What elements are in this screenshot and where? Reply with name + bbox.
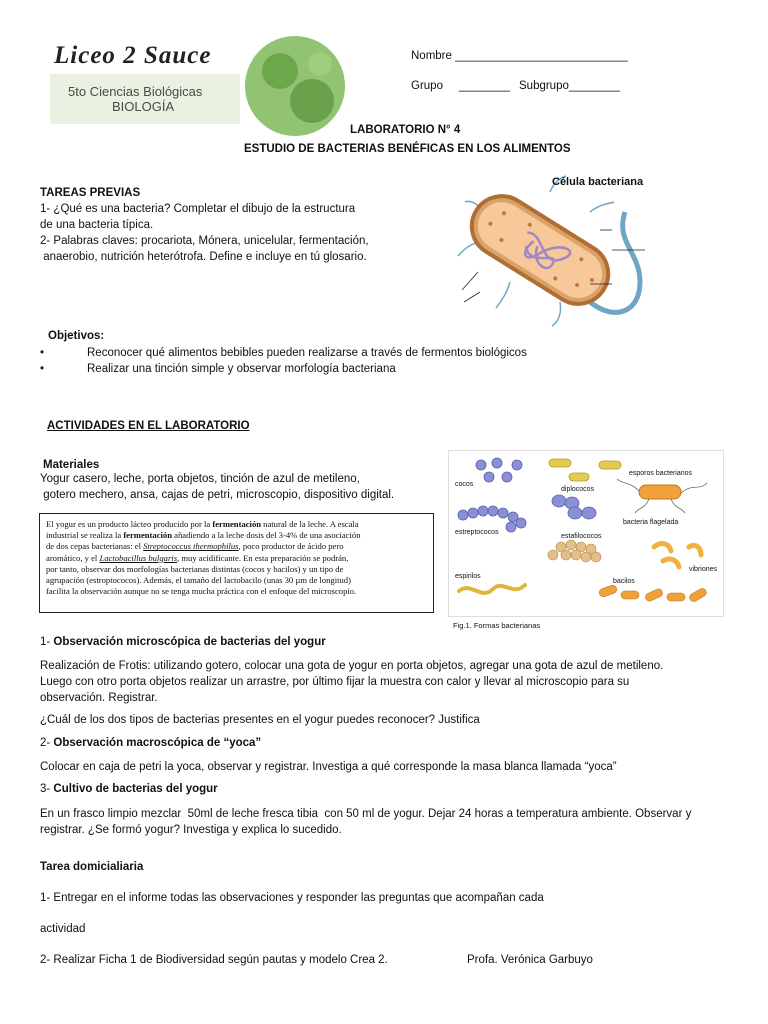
lab-title: ESTUDIO DE BACTERIAS BENÉFICAS EN LOS ALIMENTOS <box>244 143 571 155</box>
info-text: El yogur es un producto lácteo producido por la <box>46 519 213 529</box>
grupo-blank: ________ <box>459 80 511 92</box>
info-text: añadiendo a la leche dosis del 3-4% de una asociación <box>172 530 361 541</box>
label-esporos: esporos bacterianos <box>629 470 693 477</box>
section2-heading <box>40 737 261 749</box>
info-text: facilita la observación aunque no se tenga mucha práctica con el enfoque del microscopio. <box>46 586 357 597</box>
section3-number: 3- <box>40 783 54 795</box>
section1-paragraph: Realización de Frotis: utilizando gotero, colocar una gota de yogur en porta objetos, agregar una gota de azul de metileno. <box>40 660 664 672</box>
logo-title: Liceo 2 Sauce <box>54 42 212 69</box>
logo-subtitle-2: BIOLOGÍA <box>112 99 175 114</box>
info-text: por tanto, observar dos morfologías bacterianas distintas (cocos y bacilos) y un tipo de <box>46 563 344 574</box>
objetivo-bullet-1: • <box>40 347 45 359</box>
objetivo-item-1: Reconocer qué alimentos bebibles pueden realizarse a través de fermentos biológicos <box>87 347 527 359</box>
grupo-label: Grupo <box>411 80 443 92</box>
section3-paragraph: En un frasco limpio mezclar 50ml de leche fresca tibia con 50 ml de yogur. Dejar 24 horas a temperatura ambiente. Observar y <box>40 808 692 820</box>
tareas-previas <box>40 185 430 265</box>
section1-number: 1- <box>40 636 54 648</box>
species-name: Streptococcus thermophilus <box>143 541 239 552</box>
label-estafilococos: estafilococos <box>561 533 602 540</box>
tarea-heading: Tarea domicialiaria <box>40 861 144 873</box>
tareas-heading: TAREAS PREVIAS <box>40 187 141 199</box>
section1-question: ¿Cuál de los dos tipos de bacterias presentes en el yogur puedes reconocer? Justifica <box>40 714 480 726</box>
school-logo <box>50 36 350 136</box>
section3-body <box>40 806 691 838</box>
bacteria-cell-illustration <box>440 172 660 332</box>
tareas-line-2: de una bacteria típica. <box>40 219 154 231</box>
section3-paragraph: registrar. ¿Se formó yogur? Investiga y explica lo sucedido. <box>40 824 342 836</box>
bacteria-cell-figure <box>440 172 660 332</box>
tareas-line-4: anaerobio, nutrición heterótrofa. Define e incluye en tú glosario. <box>40 251 367 263</box>
objetivo-item-2: Realizar una tinción simple y observar morfología bacteriana <box>87 363 396 375</box>
actividades-heading: ACTIVIDADES EN EL LABORATORIO <box>47 420 250 432</box>
info-text: de dos cepas bacterianas: el <box>46 541 144 552</box>
tarea-item-2: 2- Realizar Ficha 1 de Biodiversidad según pautas y modelo Crea 2. <box>40 954 388 966</box>
logo-subtitle-1: 5to Ciencias Biológicas <box>68 84 203 99</box>
figure-caption: Fig.1. Formas bacterianas <box>453 621 541 630</box>
info-text: natural de la leche. A escala <box>261 519 359 529</box>
section3-title: Cultivo de bacterias del yogur <box>53 783 218 795</box>
section3-heading <box>40 783 218 795</box>
label-flagelada: bacteria flagelada <box>623 519 679 526</box>
materiales-line-1: Yogur casero, leche, porta objetos, tinción de azul de metileno, <box>40 473 360 485</box>
section1-title: Observación microscópica de bacterias del yogur <box>53 636 326 648</box>
objetivos-heading: Objetivos: <box>48 330 105 342</box>
label-diplococos: diplococos <box>561 486 595 493</box>
nombre-field: Nombre ___________________________ <box>411 50 628 62</box>
section1-paragraph: observación. Registrar. <box>40 692 158 704</box>
tarea-item-1-cont: actividad <box>40 923 86 935</box>
info-text-bold: fermentación <box>212 519 262 529</box>
materiales-heading: Materiales <box>43 459 100 471</box>
bacterial-forms-figure <box>448 450 724 617</box>
subgrupo-field: Subgrupo________ <box>519 80 621 92</box>
tareas-line-1: 1- ¿Qué es una bacteria? Completar el dibujo de la estructura <box>40 203 356 215</box>
info-text: aromático, y el <box>46 552 100 563</box>
yogur-info-box <box>39 513 434 613</box>
info-text: industrial se realiza la <box>46 530 124 541</box>
species-name: Lactobacillus bulgaris <box>99 552 178 563</box>
label-vibriones: vibriones <box>689 566 718 573</box>
section1-heading <box>40 636 326 648</box>
teacher-signature: Profa. Verónica Garbuyo <box>467 954 593 966</box>
lab-number: LABORATORIO N° 4 <box>350 124 461 136</box>
info-text: , muy acidificante. En esta preparación se podrán, <box>177 552 349 563</box>
materiales-line-2: gotero mechero, ansa, cajas de petri, microscopio, dispositivo digital. <box>40 489 395 501</box>
section2-paragraph: Colocar en caja de petri la yoca, observar y registrar. Investiga a qué corresponde la masa blanca llamada “yoca” <box>40 761 617 773</box>
info-text: agrupación (estroptococos). Además, el tamaño del lactobacilo (unas 30 µm de longitud) <box>46 575 351 586</box>
tareas-line-3: 2- Palabras claves: procariota, Mónera, unicelular, fermentación, <box>40 235 369 247</box>
label-estreptococos: estreptococos <box>455 529 499 536</box>
info-text: , poco productor de ácido pero <box>238 541 344 552</box>
section1-body <box>40 658 663 706</box>
objetivo-bullet-2: • <box>40 363 45 375</box>
bacteria-figure-title: Célula bacteriana <box>552 176 644 188</box>
section1-paragraph: Luego con otro porta objetos realizar un arrastre, por último fijar la muestra con calor y llevar al microscopio para su <box>40 676 630 688</box>
section2-title: Observación macroscópica de “yoca” <box>53 737 262 749</box>
label-cocos: cocos <box>455 481 474 488</box>
section2-number: 2- <box>40 737 54 749</box>
tarea-item-1: 1- Entregar en el informe todas las observaciones y responder las preguntas que acompañan cada <box>40 892 544 904</box>
label-espirilos: espirilos <box>455 573 481 580</box>
label-bacilos: bacilos <box>613 578 635 585</box>
info-text-bold: fermentación <box>123 530 172 541</box>
